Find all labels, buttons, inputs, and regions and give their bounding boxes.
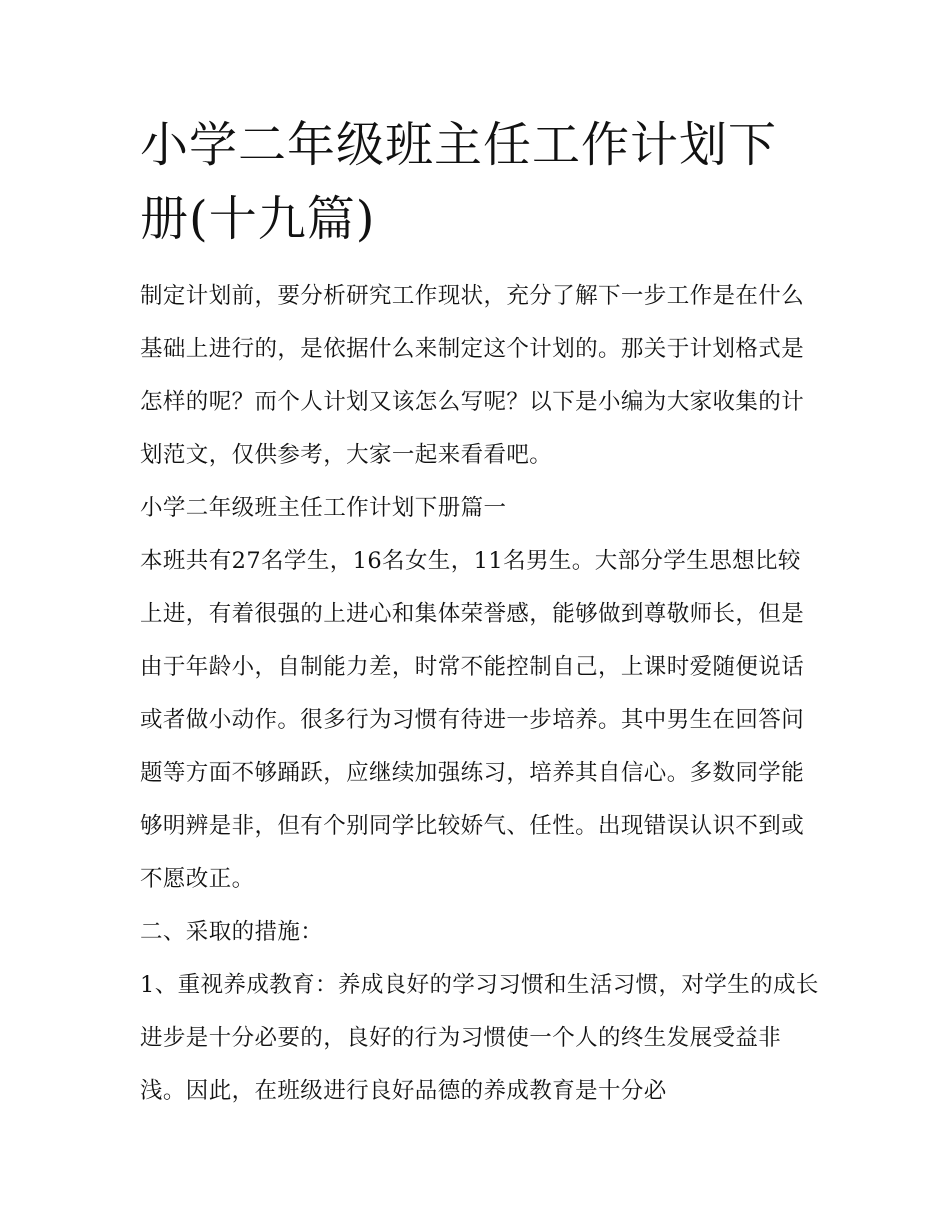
class-situation-paragraph: 本班共有27名学生，16名女生，11名男生。大部分学生思想比较上进，有着很强的上进心和集体荣誉感，能够做到尊敬师长，但是由于年龄小，自制能力差，时常不能控制自己，上课时爱随便说话或者做小动作。很多行为习惯有待进一步培养。其中男生在回答问题等方面不够踊跃，应继续加强练习，培养其自信心。多数同学能够明辨是非，但有个别同学比较娇气、任性。出现错误认识不到或不愿改正。 (140, 548, 805, 892)
intro-paragraph: 制定计划前，要分析研究工作现状，充分了解下一步工作是在什么基础上进行的，是依据什么来制定这个计划的。那关于计划格式是怎样的呢？而个人计划又该怎么写呢？以下是小编为大家收集的计划范文，仅供参考，大家一起来看看吧。 (140, 283, 805, 468)
section-heading: 小学二年级班主任工作计划下册篇一 (140, 495, 507, 521)
document-body (140, 108, 820, 1118)
measure-item-1: 1、重视养成教育：养成良好的学习习惯和生活习惯，对学生的成长进步是十分必要的，良好的行为习惯使一个人的终生发展受益非浅。因此，在班级进行良好品德的养成教育是十分必 (140, 972, 819, 1104)
measures-heading: 二、采取的措施： (140, 919, 324, 945)
document-title: 小学二年级班主任工作计划下册(十九篇) (140, 117, 778, 247)
